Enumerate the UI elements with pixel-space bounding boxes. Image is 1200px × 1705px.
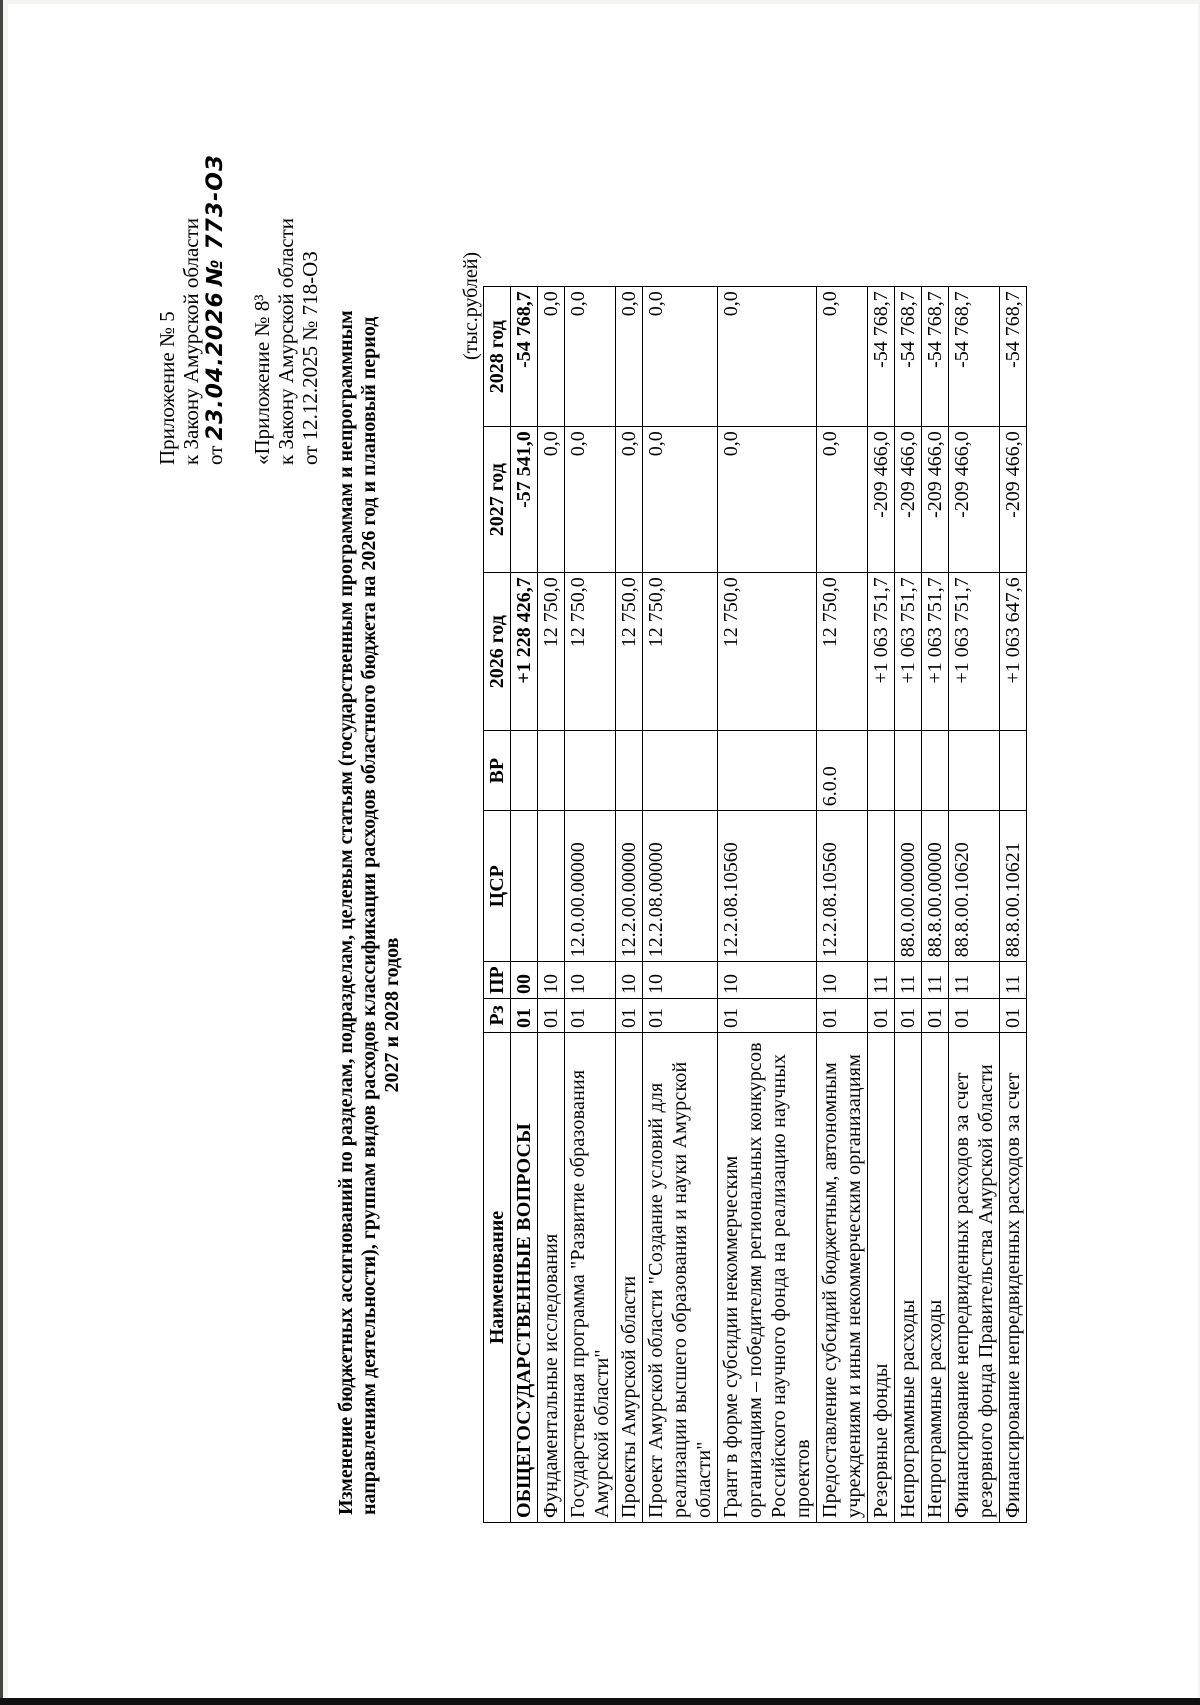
cell-rz: 01 [868, 999, 895, 1033]
cell-2026: 12 750,0 [565, 573, 616, 731]
cell-rz: 01 [511, 999, 538, 1033]
cell-pr: 10 [616, 962, 643, 999]
cell-2028: -54 768,7 [511, 287, 538, 427]
cell-2028: -54 768,7 [868, 287, 895, 427]
cell-vr [511, 731, 538, 811]
cell-vr [895, 731, 922, 811]
cell-name: Проект Амурской области "Создание условий для реализации высшего образования и науки Амурской области" [643, 1033, 718, 1523]
cell-rz: 01 [1000, 999, 1027, 1033]
cell-pr: 11 [922, 962, 949, 999]
cell-pr: 10 [538, 962, 565, 999]
cell-csr: 88.8.00.10620 [949, 811, 1000, 962]
cell-vr [718, 731, 817, 811]
cell-csr [538, 811, 565, 962]
cell-rz: 01 [718, 999, 817, 1033]
cell-2026: +1 063 751,7 [922, 573, 949, 731]
cell-rz: 01 [538, 999, 565, 1033]
cell-2026: 12 750,0 [817, 573, 868, 731]
cell-pr: 11 [949, 962, 1000, 999]
budget-table [483, 286, 1027, 1523]
cell-pr: 11 [1000, 962, 1027, 999]
cell-csr [868, 811, 895, 962]
cell-2027: 0,0 [565, 427, 616, 573]
previous-appendix-number: «Приложение № 8³ [250, 294, 274, 465]
table-row [616, 287, 643, 1523]
appendix-number: Приложение № 5 [155, 311, 179, 465]
cell-2028: 0,0 [718, 287, 817, 427]
cell-2028: 0,0 [565, 287, 616, 427]
cell-name: Грант в форме субсидии некоммерческим организациям – победителям региональных конкурсов Российского научного фонда на реализацию научных проектов [718, 1033, 817, 1523]
cell-2028: 0,0 [643, 287, 718, 427]
cell-pr: 10 [643, 962, 718, 999]
cell-2026: +1 063 647,6 [1000, 573, 1027, 731]
cell-2027: 0,0 [817, 427, 868, 573]
cell-2028: 0,0 [616, 287, 643, 427]
table-row [718, 287, 817, 1523]
cell-csr: 88.8.00.00000 [922, 811, 949, 962]
cell-pr: 10 [817, 962, 868, 999]
handwritten-law-number: № 773-ОЗ [203, 154, 228, 286]
cell-2027: -57 541,0 [511, 427, 538, 573]
header-2028: 2028 год [484, 287, 511, 427]
cell-2027: 0,0 [643, 427, 718, 573]
cell-2026: 12 750,0 [643, 573, 718, 731]
cell-rz: 01 [616, 999, 643, 1033]
cell-2028: 0,0 [538, 287, 565, 427]
cell-2027: -209 466,0 [868, 427, 895, 573]
table-row [565, 287, 616, 1523]
table-row [922, 287, 949, 1523]
document-title [335, 235, 404, 1515]
cell-name: Финансирование непредвиденных расходов за счет резервного фонда Правительства Амурской области [949, 1033, 1000, 1523]
cell-csr: 12.2.08.10560 [817, 811, 868, 962]
title-line-3: 2027 и 2028 годов [381, 937, 403, 1093]
previous-appendix-date: от 12.12.2025 № 718-ОЗ [298, 251, 322, 465]
cell-2028: -54 768,7 [895, 287, 922, 427]
previous-appendix-header [250, 218, 322, 465]
cell-csr: 12.2.08.00000 [643, 811, 718, 962]
cell-csr: 88.0.00.00000 [895, 811, 922, 962]
cell-2026: 12 750,0 [538, 573, 565, 731]
cell-pr: 10 [565, 962, 616, 999]
table-row [895, 287, 922, 1523]
cell-2027: -209 466,0 [895, 427, 922, 573]
cell-csr: 12.2.00.00000 [616, 811, 643, 962]
cell-vr [1000, 731, 1027, 811]
cell-rz: 01 [949, 999, 1000, 1033]
cell-name: Резервные фонды [868, 1033, 895, 1523]
cell-vr [565, 731, 616, 811]
previous-appendix-law-reference: к Закону Амурской области [274, 217, 298, 465]
appendix-header [155, 154, 228, 465]
title-line-1: Изменение бюджетных ассигнований по разделам, подразделам, целевым статьям (государственным программам и непрограммным [335, 310, 357, 1515]
cell-2026: 12 750,0 [616, 573, 643, 731]
cell-rz: 01 [895, 999, 922, 1033]
table-row [817, 287, 868, 1523]
table-row [1000, 287, 1027, 1523]
cell-pr: 00 [511, 962, 538, 999]
appendix-date-line [203, 154, 228, 465]
cell-csr: 88.8.00.10621 [1000, 811, 1027, 962]
cell-rz: 01 [643, 999, 718, 1033]
cell-2026: +1 063 751,7 [895, 573, 922, 731]
cell-2026: +1 063 751,7 [949, 573, 1000, 731]
table-row [643, 287, 718, 1523]
table-row [868, 287, 895, 1523]
cell-2027: -209 466,0 [949, 427, 1000, 573]
cell-vr [643, 731, 718, 811]
cell-vr [616, 731, 643, 811]
cell-name: Финансирование непредвиденных расходов за счет [1000, 1033, 1027, 1523]
table-header-row [484, 287, 511, 1523]
cell-2026: +1 228 426,7 [511, 573, 538, 731]
cell-name: Предоставление субсидий бюджетным, автономным учреждениям и иным некоммерческим организациям [817, 1033, 868, 1523]
cell-vr [922, 731, 949, 811]
header-name: Наименование [484, 1033, 511, 1523]
cell-rz: 01 [817, 999, 868, 1033]
cell-2028: -54 768,7 [922, 287, 949, 427]
table-row [511, 287, 538, 1523]
cell-2027: -209 466,0 [922, 427, 949, 573]
cell-name: Проекты Амурской области [616, 1033, 643, 1523]
cell-2026: +1 063 751,7 [868, 573, 895, 731]
cell-pr: 11 [868, 962, 895, 999]
cell-csr: 12.0.00.00000 [565, 811, 616, 962]
cell-2027: -209 466,0 [1000, 427, 1027, 573]
header-pr: ПР [484, 962, 511, 999]
table-body [511, 287, 1027, 1523]
cell-vr [949, 731, 1000, 811]
cell-name: Фундаментальные исследования [538, 1033, 565, 1523]
cell-2027: 0,0 [718, 427, 817, 573]
cell-2028: 0,0 [817, 287, 868, 427]
cell-2028: -54 768,7 [1000, 287, 1027, 427]
units-label: (тыс.рублей) [460, 251, 482, 360]
appendix-law-reference: к Закону Амурской области [179, 217, 203, 465]
cell-csr [511, 811, 538, 962]
cell-name: Государственная программа "Развитие образования Амурской области" [565, 1033, 616, 1523]
cell-rz: 01 [565, 999, 616, 1033]
cell-name: Непрограммные расходы [895, 1033, 922, 1523]
cell-csr: 12.2.08.10560 [718, 811, 817, 962]
cell-name: ОБЩЕГОСУДАРСТВЕННЫЕ ВОПРОСЫ [511, 1033, 538, 1523]
title-line-2: направлениям деятельности), группам видов расходов классификации расходов областного бюджета на 2026 год и плановый период [358, 316, 380, 1515]
cell-2027: 0,0 [538, 427, 565, 573]
cell-vr [538, 731, 565, 811]
cell-2026: 12 750,0 [718, 573, 817, 731]
cell-2027: 0,0 [616, 427, 643, 573]
table-row [538, 287, 565, 1523]
cell-vr [868, 731, 895, 811]
header-csr: ЦСР [484, 811, 511, 962]
table-row [949, 287, 1000, 1523]
cell-rz: 01 [922, 999, 949, 1033]
cell-vr: 6.0.0 [817, 731, 868, 811]
cell-2028: -54 768,7 [949, 287, 1000, 427]
appendix-date-prefix: от [203, 445, 227, 465]
handwritten-date: 23.04.2026 [203, 291, 228, 441]
header-rz: Рз [484, 999, 511, 1033]
cell-pr: 10 [718, 962, 817, 999]
header-2026: 2026 год [484, 573, 511, 731]
cell-name: Непрограммные расходы [922, 1033, 949, 1523]
header-vr: ВР [484, 731, 511, 811]
cell-pr: 11 [895, 962, 922, 999]
header-2027: 2027 год [484, 427, 511, 573]
